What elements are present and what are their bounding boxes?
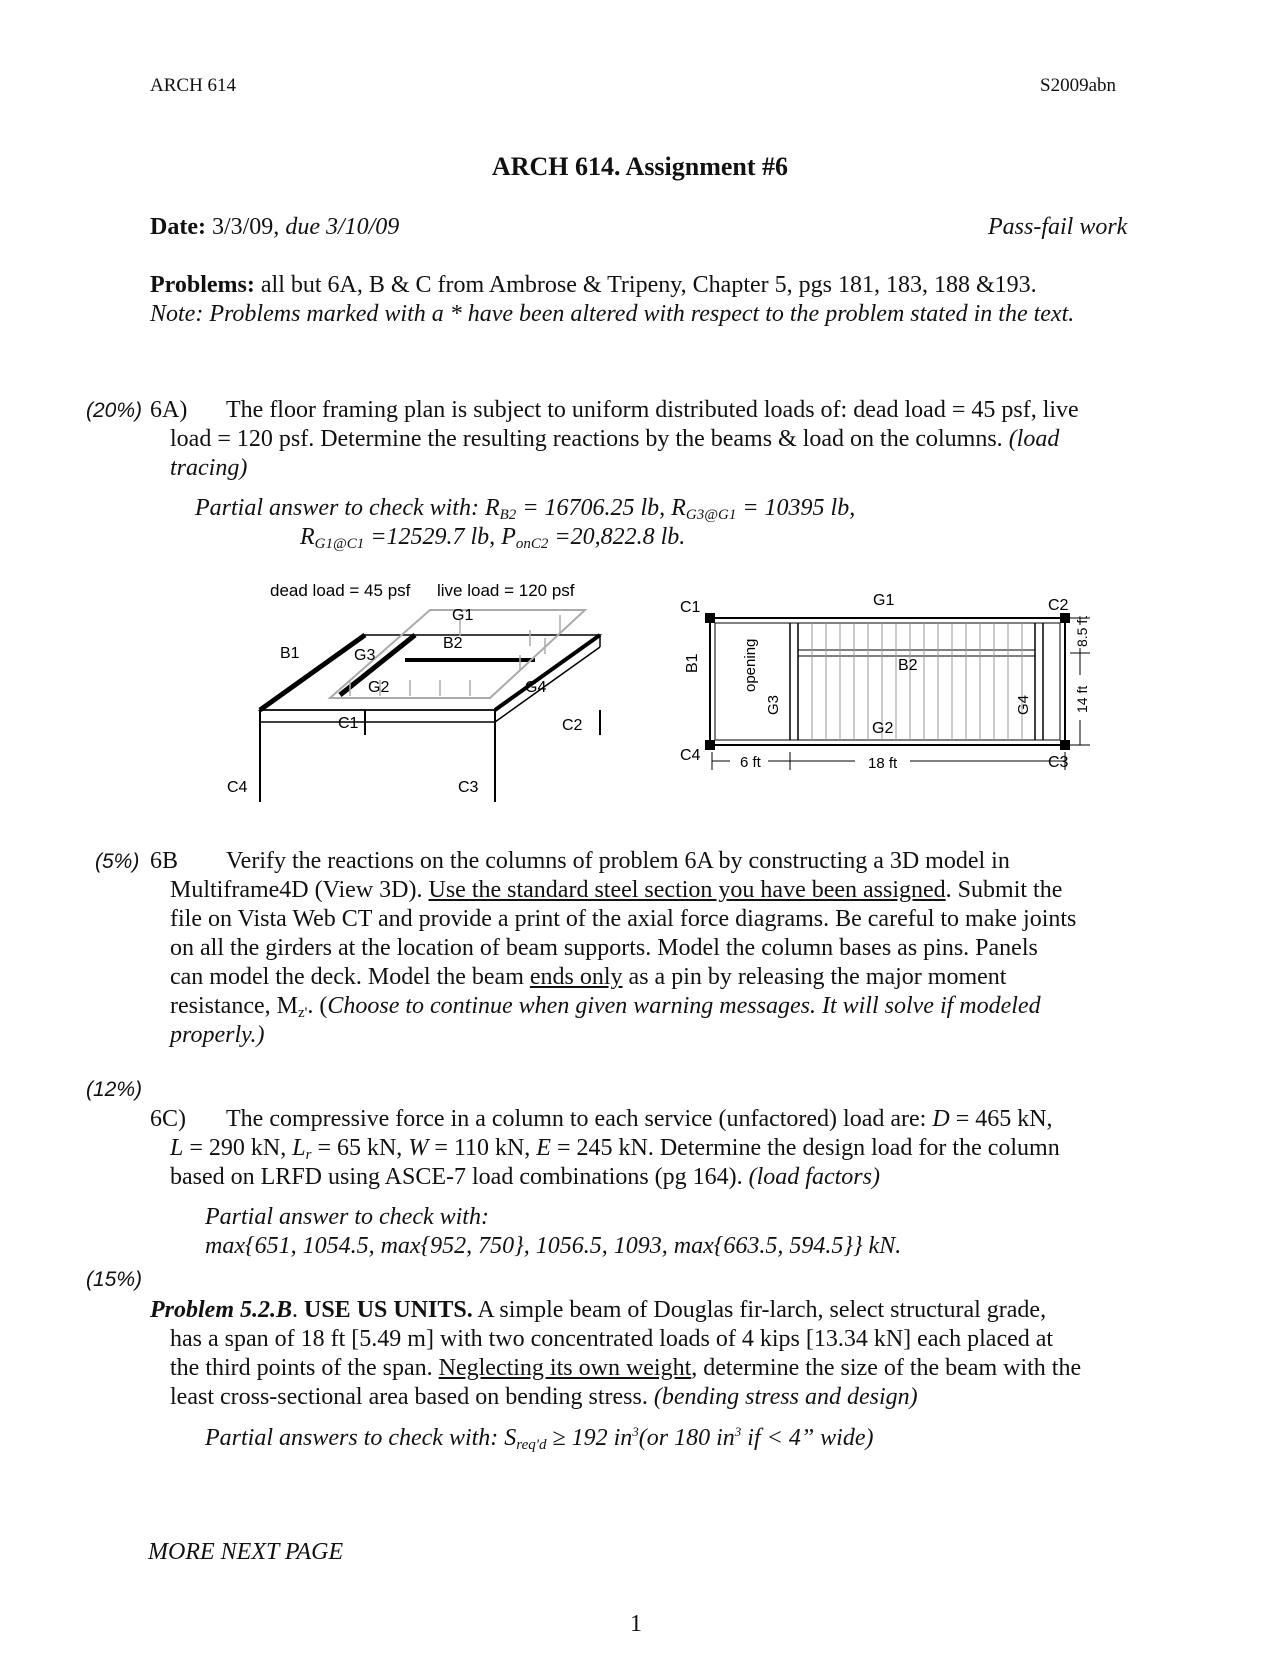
isometric-view <box>227 581 600 802</box>
p6a-line3: tracing) <box>170 455 248 481</box>
p6c-number: 6C) <box>150 1106 186 1132</box>
plan-c1: C1 <box>680 599 701 616</box>
date-due: due 3/10/09 <box>285 214 400 240</box>
plan-dim-14ft: 14 ft <box>1074 685 1090 713</box>
p6b-line3: file on Vista Web CT and provide a print of the axial force diagrams. Be careful to make joints <box>170 906 1077 932</box>
plan-c4: C4 <box>680 747 701 764</box>
plan-b2: B2 <box>898 657 918 674</box>
plan-c2: C2 <box>1048 597 1069 614</box>
more-next-page: MORE NEXT PAGE <box>148 1539 344 1565</box>
p6b-number: 6B <box>150 848 179 874</box>
p6a-percent: (20%) <box>86 399 143 422</box>
pass-fail-note: Pass-fail work <box>988 214 1128 240</box>
plan-dim-6ft: 6 ft <box>740 754 761 771</box>
plan-g2: G2 <box>872 720 894 737</box>
plan-dim-8-5ft: 8.5 ft <box>1074 615 1090 647</box>
p6b-line1: Verify the reactions on the columns of problem 6A by constructing a 3D model in <box>226 848 1010 874</box>
iso-c3: C3 <box>458 779 479 796</box>
iso-g3: G3 <box>354 647 376 664</box>
p6c-line1: The compressive force in a column to each service (unfactored) load are: D = 465 kN, <box>226 1106 1053 1132</box>
problems-note: Note: Problems marked with a * have been altered with respect to the problem stated in the text. <box>150 301 1075 327</box>
page-number: 1 <box>630 1611 642 1637</box>
page-title: ARCH 614. Assignment #6 <box>491 152 789 181</box>
p6b-line7: properly.) <box>170 1022 265 1048</box>
plan-g3: G3 <box>765 694 782 715</box>
problems-line <box>150 271 1037 300</box>
p6a-line1: The floor framing plan is subject to uniform distributed loads of: dead load = 45 psf, live <box>226 397 1079 423</box>
p52b-line2: has a span of 18 ft [5.49 m] with two concentrated loads of 4 kips [13.34 kN] each placed at <box>170 1326 1054 1352</box>
plan-opening: opening <box>742 638 759 692</box>
p6c-answer-line1: Partial answer to check with: <box>205 1204 489 1230</box>
date-line <box>150 213 399 242</box>
p52b-line3: the third points of the span. Neglecting its own weight, determine the size of the beam with the <box>170 1355 1082 1381</box>
p52b-line4: least cross-sectional area based on bending stress. (bending stress and design) <box>170 1384 918 1410</box>
p6b-line6: resistance, $M_{z'}$. (Choose to continue when given warning messages. It will solve if modeled <box>170 993 1041 1021</box>
p52b-answer: Partial answers to check with: $S_{req'd} \ge 192$ $in^3(or$ 180 $in^3$ if < 4” wide) <box>205 1424 874 1453</box>
p6c-line2: L = 290 kN, $L_r = 65$ kN, W = 110 kN, E = 245 kN. Determine the design load for the column <box>170 1135 1060 1163</box>
iso-c1: C1 <box>338 715 359 732</box>
plan-view <box>680 592 1090 772</box>
dead-load-label: dead load = 45 psf <box>270 581 411 600</box>
p6c-line3: based on LRFD using ASCE-7 load combinations (pg 164). (load factors) <box>170 1164 880 1190</box>
p6b-line5: can model the deck. Model the beam ends only as a pin by releasing the major moment <box>170 964 1007 990</box>
p6b-percent: (5%) <box>95 850 140 873</box>
p6b-line2: Multiframe4D (View 3D). Use the standard steel section you have been assigned. Submit the <box>170 877 1063 903</box>
date-assigned: 3/3/09, <box>205 214 286 240</box>
plan-g4: G4 <box>1015 694 1032 715</box>
plan-g1: G1 <box>873 592 895 609</box>
p6c-answer-line2: max{651, 1054.5, max{952, 750}, 1056.5, 1093, max{663.5, 594.5}} kN. <box>205 1233 902 1259</box>
iso-g2: G2 <box>368 679 390 696</box>
problems-text: all but 6A, B & C from Ambrose & Tripeny, Chapter 5, pgs 181, 183, 188 &193. <box>254 272 1037 298</box>
plan-c3: C3 <box>1048 754 1069 771</box>
plan-b1: B1 <box>684 653 701 673</box>
iso-b2: B2 <box>443 635 463 652</box>
plan-dim-18ft: 18 ft <box>868 755 898 772</box>
p6a-answer-line2: $R_{G1@C1} =12529.7$ lb, $P_{onC2} =20,822.8$ lb. <box>300 524 686 552</box>
header-code: S2009abn <box>1040 75 1116 96</box>
p52b-line1: Problem 5.2.B. USE US UNITS. A simple beam of Douglas fir-larch, select structural grade, <box>150 1297 1047 1323</box>
framing-figure <box>200 570 1150 840</box>
p6a-answer-line1: Partial answer to check with: $R_{B2} = 16706.25$ lb, $R_{G3@G1} = 10395$ lb, <box>195 495 856 523</box>
header-course: ARCH 614 <box>150 75 237 96</box>
p6b-line4: on all the girders at the location of beam supports. Model the column bases as pins. Panels <box>170 935 1038 961</box>
live-load-label: live load = 120 psf <box>437 581 575 600</box>
iso-c2: C2 <box>562 717 583 734</box>
p6c-percent: (12%) <box>86 1078 143 1101</box>
iso-c4: C4 <box>227 779 248 796</box>
date-label: Date: <box>150 214 206 240</box>
p52b-percent: (15%) <box>86 1268 143 1291</box>
problems-label: Problems: <box>150 272 255 298</box>
iso-b1: B1 <box>280 645 300 662</box>
p6a-number: 6A) <box>150 397 188 423</box>
p6a-line2: load = 120 psf. Determine the resulting reactions by the beams & load on the columns. (load <box>170 426 1060 452</box>
iso-g1: G1 <box>452 607 474 624</box>
iso-g4: G4 <box>525 679 547 696</box>
